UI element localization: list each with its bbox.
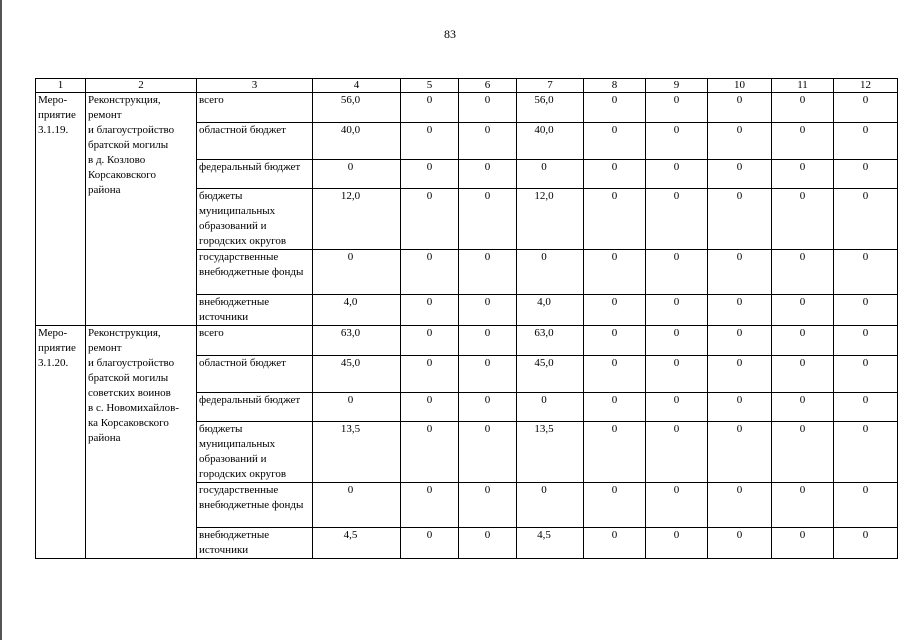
value-cell: 56,0 [517, 93, 584, 123]
value-cell: 0 [772, 326, 834, 356]
value-cell: 0 [772, 483, 834, 528]
header-cell: 9 [646, 79, 708, 93]
value-cell: 0 [313, 250, 401, 295]
value-cell: 0 [646, 250, 708, 295]
funding-source-cell: бюджеты муниципальных образований и городских округов [197, 422, 313, 483]
value-cell: 0 [834, 356, 898, 393]
value-cell: 0 [584, 483, 646, 528]
value-cell: 0 [646, 422, 708, 483]
value-cell: 0 [584, 393, 646, 422]
value-cell: 0 [517, 483, 584, 528]
value-cell: 0 [708, 93, 772, 123]
value-cell: 0 [834, 483, 898, 528]
measure-name-cell: Реконструкция, ремонт и благоустройство братской могилы в д. Козлово Корсаковского района [86, 93, 197, 326]
value-cell: 0 [401, 295, 459, 326]
value-cell: 0 [459, 295, 517, 326]
value-cell: 0 [584, 295, 646, 326]
funding-source-cell: областной бюджет [197, 123, 313, 160]
value-cell: 0 [584, 189, 646, 250]
value-cell: 0 [708, 326, 772, 356]
value-cell: 0 [459, 528, 517, 559]
value-cell: 0 [708, 123, 772, 160]
budget-table [35, 78, 898, 559]
table-row [36, 326, 898, 356]
value-cell: 0 [401, 326, 459, 356]
value-cell: 0 [772, 250, 834, 295]
value-cell: 56,0 [313, 93, 401, 123]
value-cell: 0 [459, 483, 517, 528]
value-cell: 0 [646, 483, 708, 528]
value-cell: 0 [834, 93, 898, 123]
value-cell: 45,0 [517, 356, 584, 393]
header-cell: 4 [313, 79, 401, 93]
value-cell: 0 [584, 422, 646, 483]
header-cell: 6 [459, 79, 517, 93]
value-cell: 0 [708, 250, 772, 295]
value-cell: 0 [401, 123, 459, 160]
value-cell: 0 [401, 189, 459, 250]
value-cell: 4,0 [517, 295, 584, 326]
header-cell: 12 [834, 79, 898, 93]
value-cell: 0 [459, 123, 517, 160]
value-cell: 0 [517, 250, 584, 295]
funding-source-cell: внебюджетные источники [197, 528, 313, 559]
value-cell: 40,0 [313, 123, 401, 160]
page-number: 83 [444, 27, 456, 41]
funding-source-cell: государственные внебюджетные фонды [197, 250, 313, 295]
value-cell: 0 [646, 93, 708, 123]
value-cell: 0 [834, 123, 898, 160]
value-cell: 0 [834, 250, 898, 295]
value-cell: 13,5 [517, 422, 584, 483]
measure-id-cell: Меро- приятие 3.1.20. [36, 326, 86, 559]
value-cell: 0 [401, 356, 459, 393]
value-cell: 0 [834, 160, 898, 189]
value-cell: 0 [834, 393, 898, 422]
value-cell: 0 [646, 295, 708, 326]
table-row [36, 93, 898, 123]
funding-source-cell: внебюджетные источники [197, 295, 313, 326]
value-cell: 0 [401, 393, 459, 422]
value-cell: 0 [772, 393, 834, 422]
value-cell: 0 [313, 160, 401, 189]
header-row [36, 79, 898, 93]
table-body [36, 79, 898, 559]
measure-id-cell: Меро- приятие 3.1.19. [36, 93, 86, 326]
funding-source-cell: федеральный бюджет [197, 393, 313, 422]
value-cell: 0 [708, 356, 772, 393]
value-cell: 0 [646, 356, 708, 393]
value-cell: 0 [772, 295, 834, 326]
value-cell: 0 [708, 189, 772, 250]
value-cell: 0 [646, 189, 708, 250]
value-cell: 0 [834, 528, 898, 559]
value-cell: 0 [708, 160, 772, 189]
value-cell: 0 [708, 483, 772, 528]
value-cell: 0 [313, 393, 401, 422]
value-cell: 0 [459, 326, 517, 356]
value-cell: 0 [459, 422, 517, 483]
value-cell: 0 [401, 422, 459, 483]
value-cell: 12,0 [313, 189, 401, 250]
header-cell: 7 [517, 79, 584, 93]
value-cell: 0 [646, 123, 708, 160]
header-cell: 1 [36, 79, 86, 93]
value-cell: 4,0 [313, 295, 401, 326]
value-cell: 0 [459, 93, 517, 123]
header-cell: 5 [401, 79, 459, 93]
value-cell: 0 [584, 93, 646, 123]
value-cell: 4,5 [313, 528, 401, 559]
value-cell: 0 [401, 160, 459, 189]
funding-source-cell: бюджеты муниципальных образований и городских округов [197, 189, 313, 250]
value-cell: 0 [584, 356, 646, 393]
header-cell: 2 [86, 79, 197, 93]
value-cell: 0 [459, 356, 517, 393]
value-cell: 0 [772, 528, 834, 559]
value-cell: 0 [517, 393, 584, 422]
value-cell: 0 [459, 160, 517, 189]
value-cell: 0 [401, 528, 459, 559]
value-cell: 0 [401, 483, 459, 528]
value-cell: 0 [646, 528, 708, 559]
value-cell: 0 [401, 250, 459, 295]
value-cell: 0 [834, 189, 898, 250]
value-cell: 12,0 [517, 189, 584, 250]
value-cell: 0 [772, 160, 834, 189]
value-cell: 0 [313, 483, 401, 528]
value-cell: 0 [772, 422, 834, 483]
value-cell: 0 [834, 422, 898, 483]
funding-source-cell: федеральный бюджет [197, 160, 313, 189]
value-cell: 0 [584, 160, 646, 189]
value-cell: 0 [517, 160, 584, 189]
value-cell: 0 [772, 189, 834, 250]
value-cell: 0 [708, 295, 772, 326]
value-cell: 0 [459, 393, 517, 422]
value-cell: 0 [834, 295, 898, 326]
header-cell: 10 [708, 79, 772, 93]
value-cell: 0 [772, 123, 834, 160]
value-cell: 0 [772, 93, 834, 123]
header-cell: 8 [584, 79, 646, 93]
value-cell: 0 [708, 528, 772, 559]
header-cell: 11 [772, 79, 834, 93]
value-cell: 13,5 [313, 422, 401, 483]
page-edge-line [0, 0, 2, 640]
value-cell: 0 [459, 250, 517, 295]
value-cell: 0 [401, 93, 459, 123]
funding-source-cell: всего [197, 326, 313, 356]
value-cell: 0 [459, 189, 517, 250]
value-cell: 0 [646, 160, 708, 189]
value-cell: 0 [708, 393, 772, 422]
value-cell: 4,5 [517, 528, 584, 559]
value-cell: 63,0 [517, 326, 584, 356]
value-cell: 0 [584, 528, 646, 559]
value-cell: 63,0 [313, 326, 401, 356]
header-cell: 3 [197, 79, 313, 93]
value-cell: 0 [646, 393, 708, 422]
measure-name-cell: Реконструкция, ремонт и благоустройство братской могилы советских воинов в с. Новомихайлов- ка Корсаковского района [86, 326, 197, 559]
value-cell: 0 [834, 326, 898, 356]
value-cell: 0 [772, 356, 834, 393]
funding-source-cell: областной бюджет [197, 356, 313, 393]
value-cell: 40,0 [517, 123, 584, 160]
value-cell: 0 [584, 250, 646, 295]
value-cell: 0 [584, 123, 646, 160]
funding-source-cell: всего [197, 93, 313, 123]
value-cell: 0 [584, 326, 646, 356]
value-cell: 0 [708, 422, 772, 483]
value-cell: 0 [646, 326, 708, 356]
value-cell: 45,0 [313, 356, 401, 393]
funding-source-cell: государственные внебюджетные фонды [197, 483, 313, 528]
